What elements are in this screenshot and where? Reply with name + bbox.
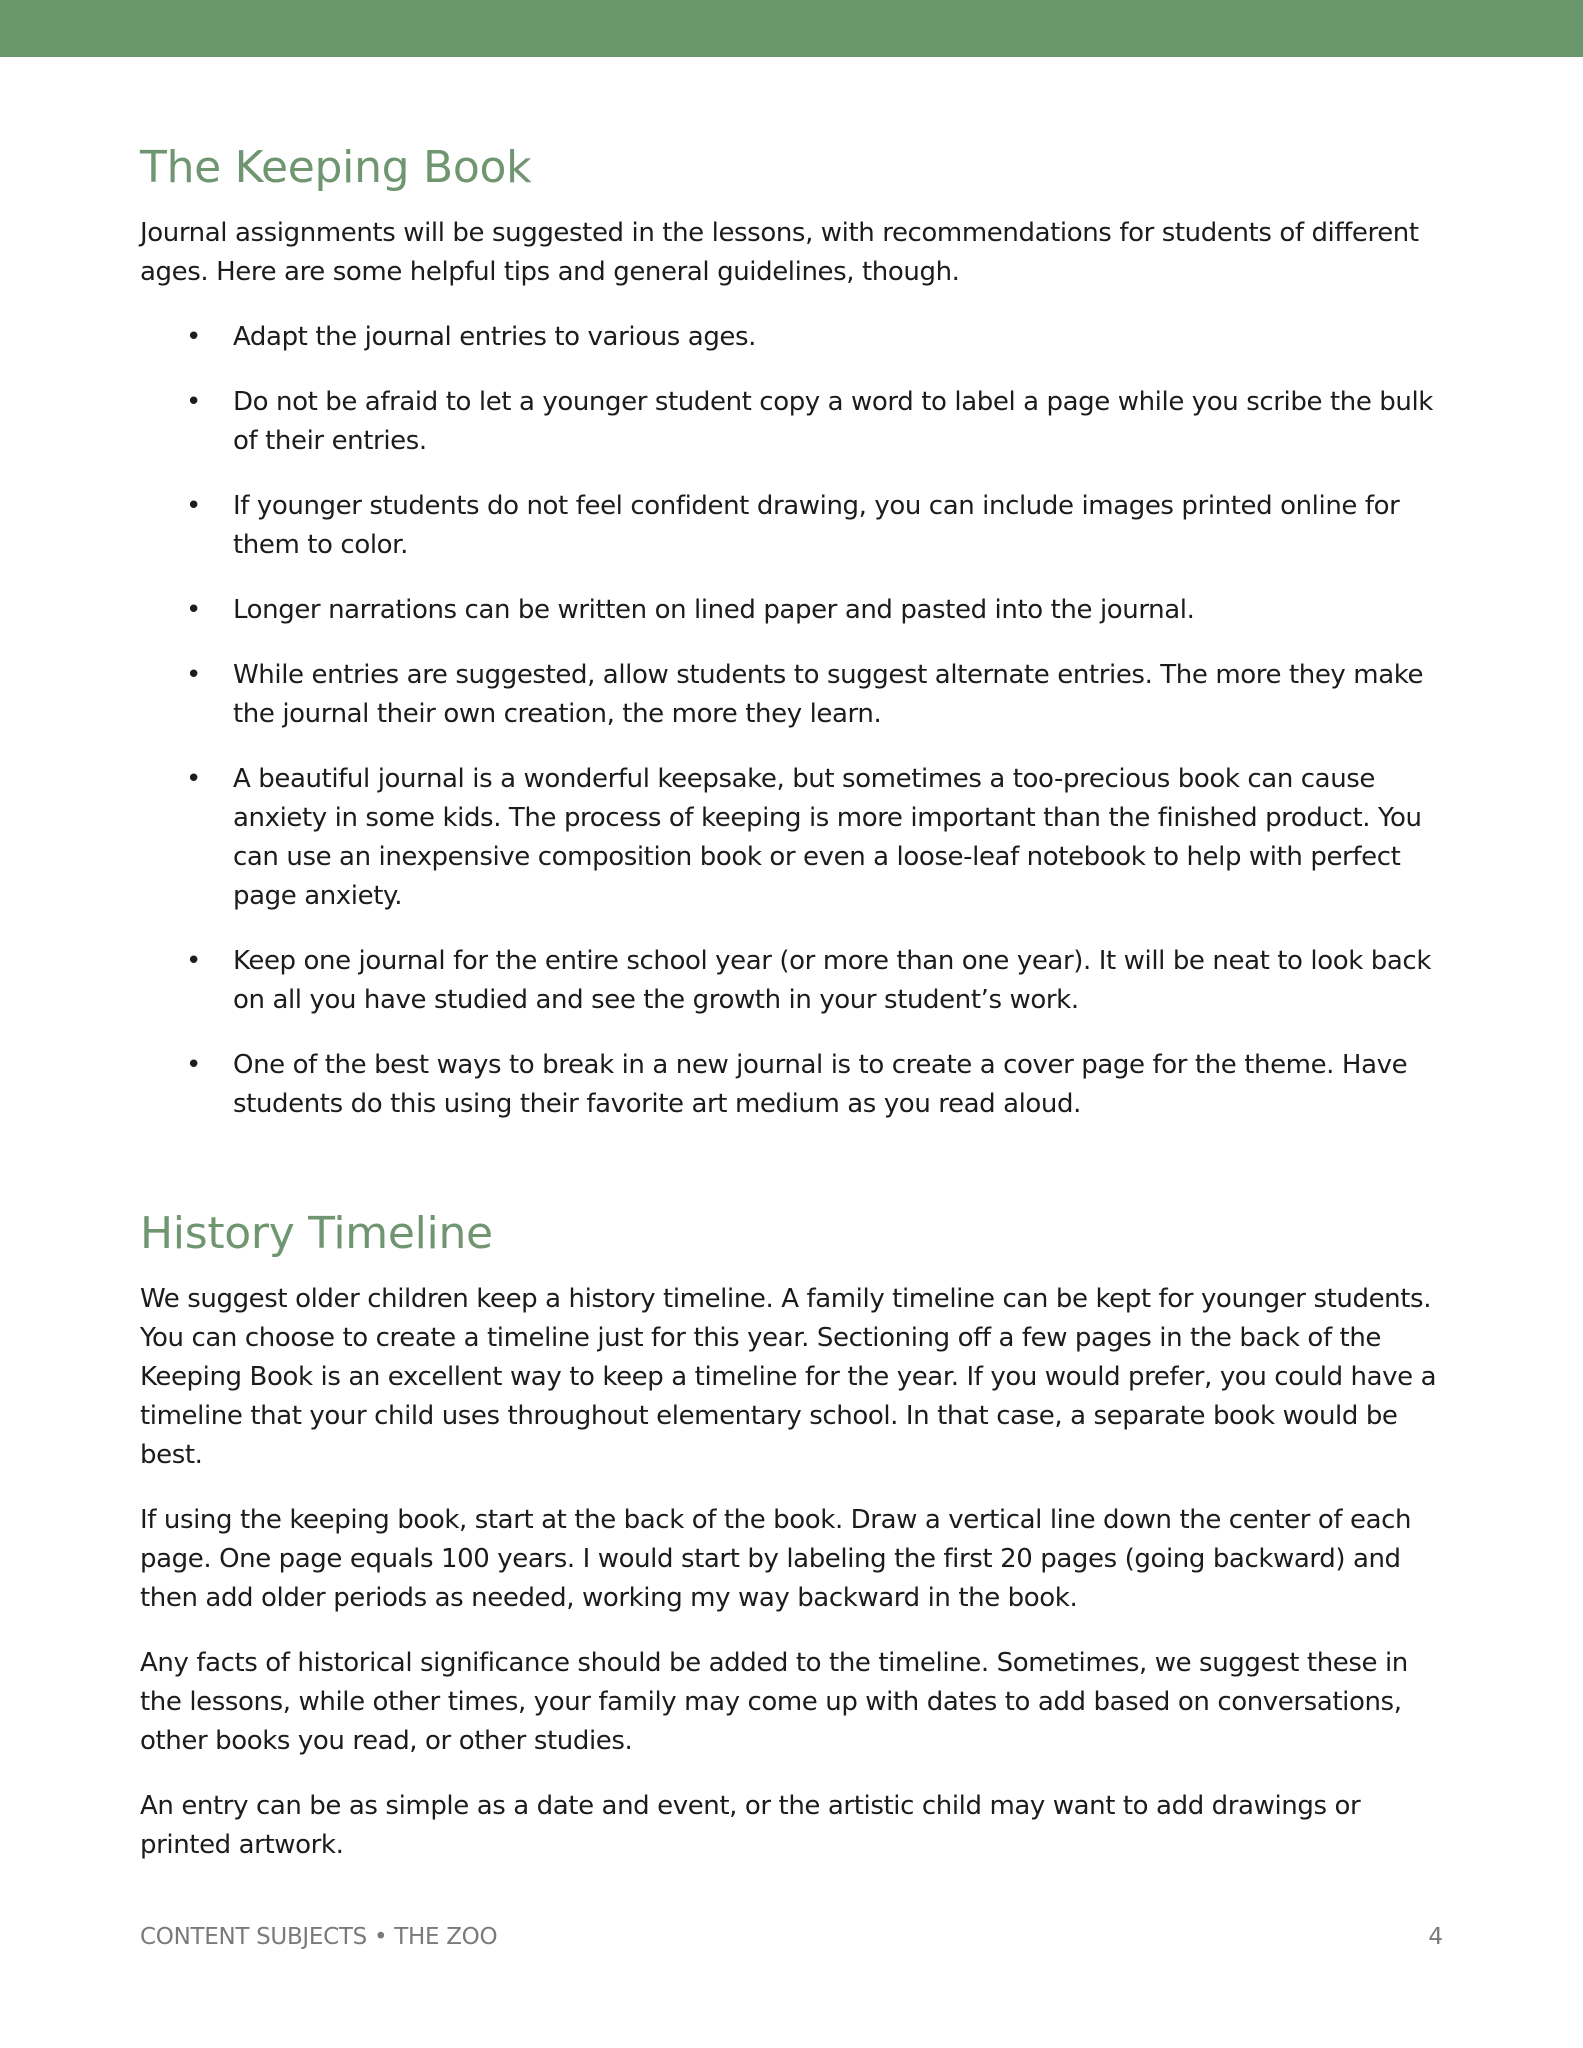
keeping-book-tips-list: [140, 318, 1450, 1124]
bullet-icon: •: [186, 387, 201, 417]
tip-item: [140, 1046, 1450, 1124]
page-number: 4: [1428, 1924, 1443, 1950]
tip-item: [140, 318, 1450, 357]
tip-text: Adapt the journal entries to various ages.: [233, 322, 757, 352]
tip-text: Keep one journal for the entire school year (or more than one year). It will be neat to look back on all you have studied and see the growth in your student’s work.: [233, 946, 1431, 1015]
header-band: [0, 0, 1583, 57]
bullet-icon: •: [186, 764, 201, 794]
history-paragraph: If using the keeping book, start at the back of the book. Draw a vertical line down the center of each page. One page equals 100 years. I would start by labeling the first 20 pages (going backward) and then add older periods as needed, working my way backward in the book.: [140, 1505, 1412, 1613]
section-title-keeping-book: The Keeping Book: [140, 142, 532, 193]
section-spacer: [140, 1150, 1450, 1204]
keeping-book-intro: Journal assignments will be suggested in the lessons, with recommendations for students of different ages. Here are some helpful tips and general guidelines, though.: [140, 218, 1419, 287]
bullet-icon: •: [186, 1050, 201, 1080]
history-paragraph: We suggest older children keep a history timeline. A family timeline can be kept for younger students. You can choose to create a timeline just for this year. Sectioning off a few pages in the back of the Keeping Book is an excellent way to keep a timeline for the year. If you would prefer, you could have a timeline that your child uses throughout elementary school. In that case, a separate book would be best.: [140, 1284, 1437, 1470]
page-content: [140, 138, 1450, 1891]
tip-text: One of the best ways to break in a new journal is to create a cover page for the theme. Have students do this using their favorite art medium as you read aloud.: [233, 1050, 1408, 1119]
bullet-icon: •: [186, 322, 201, 352]
tip-text: A beautiful journal is a wonderful keepsake, but sometimes a too-precious book can cause anxiety in some kids. The process of keeping is more important than the finished product. You can use an inexpensive composition book or even a loose-leaf notebook to help with perfect page anxiety.: [233, 764, 1422, 911]
history-paragraph: An entry can be as simple as a date and event, or the artistic child may want to add drawings or printed artwork.: [140, 1791, 1361, 1860]
tip-item: [140, 942, 1450, 1020]
section-title-history-timeline: History Timeline: [140, 1208, 493, 1259]
tip-item: [140, 656, 1450, 734]
bullet-icon: •: [186, 491, 201, 521]
tip-text: If younger students do not feel confident drawing, you can include images printed online for them to color.: [233, 491, 1400, 560]
bullet-icon: •: [186, 595, 201, 625]
tip-item: [140, 760, 1450, 916]
bullet-icon: •: [186, 660, 201, 690]
tip-text: Longer narrations can be written on lined paper and pasted into the journal.: [233, 595, 1195, 625]
tip-text: Do not be afraid to let a younger student copy a word to label a page while you scribe the bulk of their entries.: [233, 387, 1433, 456]
bullet-icon: •: [186, 946, 201, 976]
tip-text: While entries are suggested, allow students to suggest alternate entries. The more they make the journal their own creation, the more they learn.: [233, 660, 1424, 729]
tip-item: [140, 591, 1450, 630]
tip-item: [140, 383, 1450, 461]
footer-running-title: CONTENT SUBJECTS • THE ZOO: [140, 1924, 498, 1950]
tip-item: [140, 487, 1450, 565]
history-paragraph: Any facts of historical significance should be added to the timeline. Sometimes, we suggest these in the lessons, while other times, your family may come up with dates to add based on conversations, other books you read, or other studies.: [140, 1648, 1408, 1756]
